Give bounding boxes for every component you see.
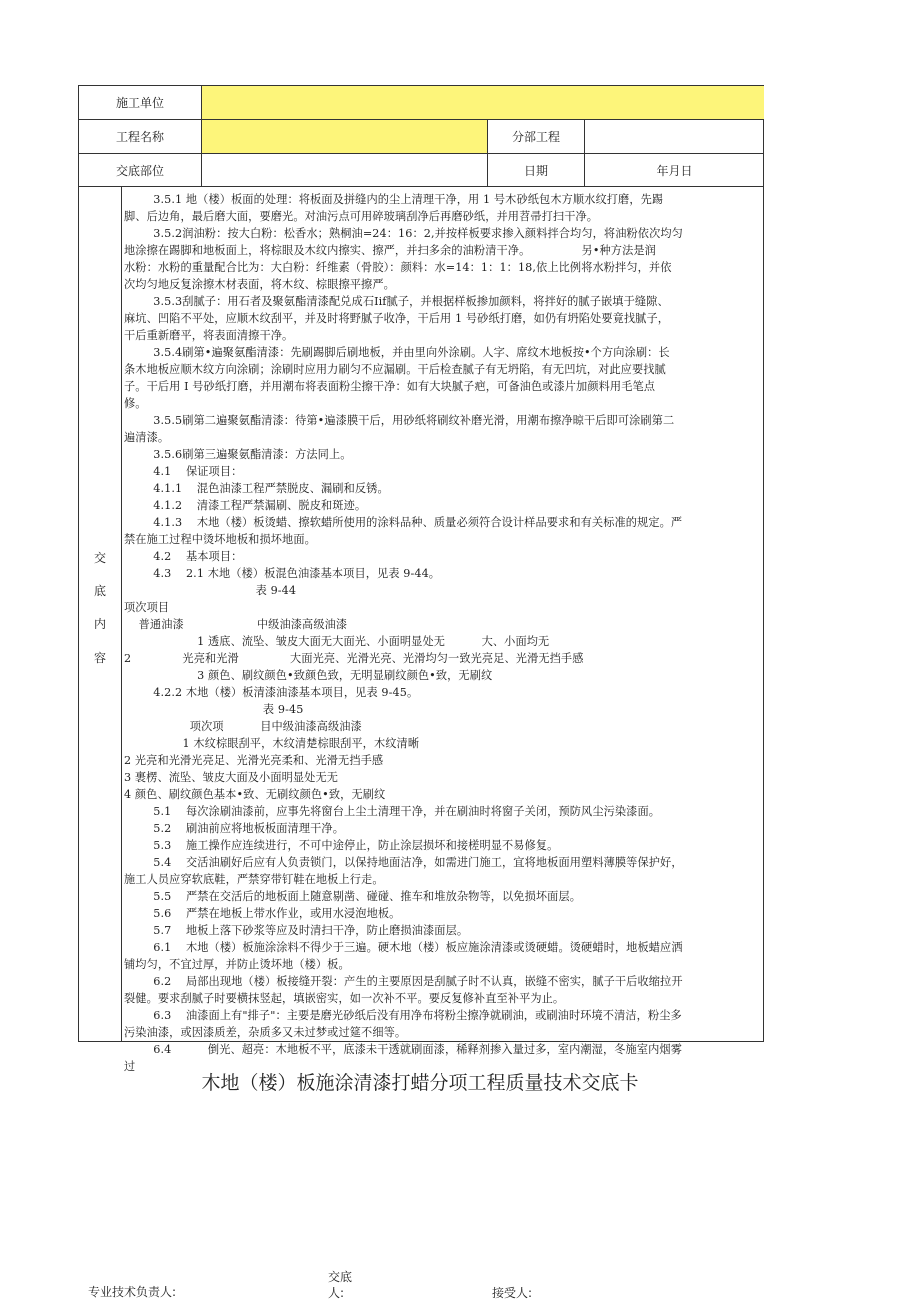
receiver-label: 接受人: (492, 1286, 533, 1300)
content-line: 条木地板应顺木纹方向涂刷；涂刷时应用力刷匀不应漏刷。干后检查腻子有无坍陷，有无凹坑，对此应要找腻 (124, 363, 666, 376)
content-line: 6.1 木地（楼）板施涂涂料不得少于三遍。硬木地（楼）板应施涂清漆或烫硬蜡。烫硬蜡时，地板蜡应洒 (124, 941, 683, 954)
side-char: 内 (93, 617, 106, 631)
content-line: 污染油漆，或因漆质差，杂质多又未过梦或过筵不细等。 (124, 1026, 407, 1039)
side-char: 底 (93, 584, 106, 598)
content-line: 子。干后用 I 号砂纸打磨，并用潮布将表面粉尘擦干净：如有大块腻子疤，可备油色或漆片加颜料用毛笔点 (124, 380, 656, 393)
unit-label: 施工单位 (79, 86, 202, 119)
disclosure-form (78, 85, 764, 1073)
unit-value[interactable] (202, 86, 764, 119)
content-line: 3.5.5刷第二遍聚氨酯清漆：待第•遍漆膜干后，用砂纸将刷纹补磨光滑，用潮布擦净晾干后即可涂刷第二 (124, 414, 675, 427)
content-line: 铺均匀，不宜过厚，并防止烫坏地（楼）板。 (124, 958, 350, 971)
content-line: 次均匀地反复涂擦木材表面，将木纹、棕眼擦平擦严。 (124, 278, 395, 291)
content-line: 禁在施工过程中烫坏地板和损坏地面。 (124, 533, 316, 546)
content-line: 6.4 倒光、超亮：木地板不平，底漆未干透就刷面漆，稀释剂掺入量过多，室内潮湿，冬施室内烟雾 (124, 1043, 682, 1056)
content-line: 5.5 严禁在交活后的地板面上随意剔凿、碰碰、推车和堆放杂物等，以免损坏面层。 (124, 890, 582, 903)
content-line: 5.4 交活油刷好后应有人负责锁门，以保持地面洁净，如需进门施工，宜将地板面用塑料薄膜等保护好， (124, 856, 683, 869)
side-char: 容 (93, 651, 106, 665)
row-construction-unit (79, 86, 763, 120)
project-value[interactable] (202, 120, 488, 153)
project-label: 工程名称 (79, 120, 202, 153)
disclosure-content (122, 187, 764, 1073)
date-value[interactable]: 年月日 (656, 163, 693, 178)
content-line: 1 透底、流坠、皱皮大面无大面光、小面明显处无 大、小面均无 (124, 635, 550, 648)
content-line: 裂健。要求刮腻子时要横抹竖起，填嵌密实，如一次补不平。要反复修补直至补平为止。 (124, 992, 565, 1005)
content-line: 5.7 地板上落下砂浆等应及时清扫干净，防止磨损油漆面层。 (124, 924, 469, 937)
content-line: 3.5.1 地（楼）板面的处理：将板面及拼缝内的尘上清理干净，用 1 号木砂纸包木方顺水纹打磨，先踢 (124, 193, 664, 206)
content-line: 5.3 施工操作应连续进行，不可中途停止，防止涂层损坏和接槎明显不易修复。 (124, 839, 559, 852)
document-title: 木地（楼）板施涂清漆打蜡分项工程质量技术交底卡 (201, 1072, 639, 1094)
content-line: 表 9-45 (124, 703, 304, 716)
content-line: 3.5.6刷第三遍聚氨酯清漆：方法同上。 (124, 448, 352, 461)
content-line: 3.5.4刷第•遍聚氨酯清漆：先刷踢脚后刷地板，并由里向外涂刷。人字、席纹木地板按•个方向涂刷：长 (124, 346, 670, 359)
content-line: 4.1.1 混色油漆工程严禁脱皮、漏刷和反锈。 (124, 482, 389, 495)
content-line: 4.2.2 木地（楼）板清漆油漆基本项目，见表 9-45。 (124, 686, 419, 699)
content-line: 水粉：水粉的重量配合比为：大白粉：纤维素（骨胶）：颜料：水=14：1：1：18,依上比例将水粉拌匀，并依 (124, 261, 672, 274)
content-line: 4.2 基本项目： (124, 550, 243, 563)
date-label: 日期 (488, 154, 585, 186)
content-line: 5.6 严禁在地板上带水作业，或用水浸泡地板。 (124, 907, 401, 920)
part-value[interactable] (202, 154, 488, 186)
content-line: 脚、后边角，最后磨大面，要磨光。对油污点可用碎玻璃刮净后再磨砂纸，并用苕帚打扫干净。 (124, 210, 599, 223)
content-line: 6.3 油漆面上有"排子"：主要是磨光砂纸后没有用净布将粉尘擦净就刷油，或刷油时环境不清洁，粉尘多 (124, 1009, 682, 1022)
content-line: 3.5.2润油粉：按大白粉：松香水；熟桐油=24：16：2,并按样板要求掺入颜料拌合均匀，将油粉依次均匀 (124, 227, 683, 240)
content-line: 项次项 目中级油漆高级油漆 (124, 720, 362, 733)
content-line: 2 光亮和光滑光亮足、光滑光亮柔和、光滑无挡手感 (124, 754, 384, 767)
content-line: 1 木纹棕眼刮平，木纹清楚棕眼刮平，木纹清晰 (124, 737, 420, 750)
content-line: 2 光亮和光滑 大面光亮、光滑光亮、光滑均匀一致光亮足、光滑无挡手感 (124, 652, 584, 665)
content-line: 4.3 2.1 木地（楼）板混色油漆基本项目，见表 9-44。 (124, 567, 441, 580)
discloser-label-bottom: 人: (328, 1286, 345, 1300)
content-line: 麻坑、凹陷不平处，应顺木纹刮平，并及时将野腻子收净，干后用 1 号砂纸打磨，如仍有坍陷处要竟找腻子， (124, 312, 670, 325)
content-line: 4.1.3 木地（楼）板烫蜡、擦软蜡所使用的涂料品种、质量必须符合设计样品要求和有关标准的规定。严 (124, 516, 683, 529)
content-line: 过 (124, 1060, 136, 1073)
discloser-label-top: 交底 (328, 1270, 353, 1284)
content-line: 普通油漆 中级油漆高级油漆 (124, 618, 348, 631)
content-line: 3.5.3刮腻子：用石者及聚氨酯清漆配兑成石Iif腻子，并根据样板掺加颜料，将拌好的腻子嵌填于缝隙、 (124, 295, 669, 308)
part-label: 交底部位 (79, 154, 202, 186)
sub-project-value[interactable] (585, 120, 764, 153)
tech-lead-label: 专业技术负责人: (88, 1285, 177, 1299)
row-project-name (79, 120, 763, 154)
content-line: 6.2 局部出现地（楼）板接缝开裂：产生的主要原因是刮腻子时不认真，嵌缝不密实，腻子干后收缩拉开 (124, 975, 683, 988)
content-line: 表 9-44 (124, 584, 297, 597)
content-line: 施工人员应穿软底鞋，严禁穿带钉鞋在地板上行走。 (124, 873, 384, 886)
content-line: 修。 (124, 397, 147, 410)
content-line: 5.2 刷油前应将地板板面清理干净。 (124, 822, 344, 835)
content-line: 3 裹楞、流坠、皱皮大面及小面明显处无无 (124, 771, 339, 784)
content-line: 4.1.2 清漆工程严禁漏刷、脱皮和斑迹。 (124, 499, 367, 512)
content-line: 干后重新磨平，将表面清擦干净。 (124, 329, 294, 342)
content-line: 地涂擦在踢脚和地板面上，将棕眼及木纹内擦实、擦严，并扫多余的油粉清干净。 另•种方法是润 (124, 244, 656, 257)
content-side-label (79, 187, 122, 1042)
content-line: 项次项目 (124, 601, 170, 614)
sub-project-label: 分部工程 (488, 120, 585, 153)
content-line: 3 颜色、刷纹颜色•致颜色致，无明显刷纹颜色•致，无刷纹 (124, 669, 493, 682)
content-line: 4.1 保证项目： (124, 465, 243, 478)
content-line: 遍清漆。 (124, 431, 170, 444)
content-line: 4 颜色、刷纹颜色基本•致、无刷纹颜色•致，无刷纹 (124, 788, 386, 801)
side-char: 交 (93, 551, 106, 565)
content-line: 5.1 每次涂刷油漆前，应事先将窗台上尘土清理干净，并在刷油时将窗子关闭，预防风尘污染漆面。 (124, 805, 661, 818)
row-disclosure-part (79, 154, 763, 187)
